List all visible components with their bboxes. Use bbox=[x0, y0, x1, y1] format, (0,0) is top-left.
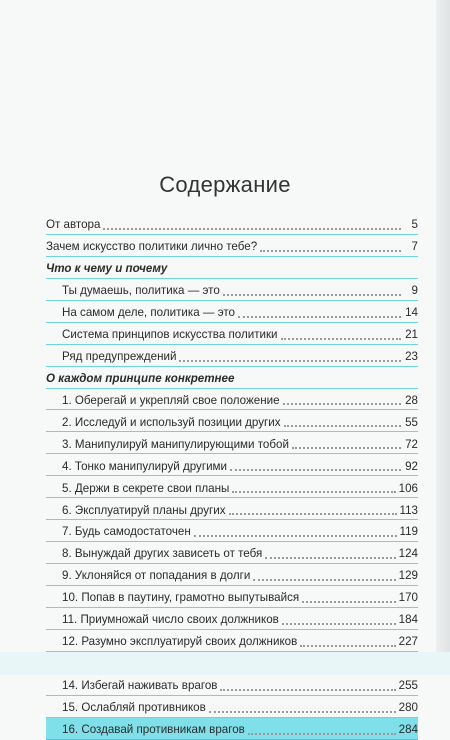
toc-entry-page: 124 bbox=[398, 547, 418, 561]
dot-leader bbox=[238, 306, 401, 318]
toc-entry-page: 7 bbox=[411, 240, 418, 254]
toc-entry-label: 12. Разумно эксплуатируй своих должников bbox=[62, 635, 298, 649]
toc-entry[interactable] bbox=[46, 454, 418, 476]
dot-leader bbox=[265, 547, 395, 559]
page-bottom-margin bbox=[0, 652, 450, 675]
dot-leader bbox=[282, 613, 396, 625]
dot-leader bbox=[220, 679, 395, 691]
dot-leader bbox=[209, 701, 396, 713]
toc-section-heading bbox=[46, 367, 418, 389]
dot-leader bbox=[284, 415, 401, 427]
toc-entry-page: 92 bbox=[405, 459, 418, 473]
dot-leader bbox=[283, 393, 401, 405]
toc-entry-label: 2. Исследуй и используй позиции других bbox=[62, 415, 281, 429]
toc-entry-label: 4. Тонко манипулируй другими bbox=[62, 459, 227, 473]
dot-leader bbox=[281, 328, 401, 340]
toc-entry[interactable] bbox=[46, 608, 418, 630]
toc-entry-label: 1. Оберегай и укрепляй свое положение bbox=[62, 393, 280, 407]
toc-entry[interactable] bbox=[46, 323, 418, 345]
dot-leader bbox=[223, 284, 401, 296]
toc-entry-page: 5 bbox=[411, 218, 418, 232]
toc-entry[interactable] bbox=[46, 213, 418, 235]
toc-entry-page: 106 bbox=[398, 481, 418, 495]
toc-entry-label: 7. Будь самодостаточен bbox=[62, 525, 191, 539]
toc-entry-page: 72 bbox=[405, 437, 418, 451]
page-title: Содержание bbox=[159, 172, 291, 197]
toc-entry-page: 280 bbox=[398, 700, 418, 714]
toc-entry-label: Ты думаешь, политика — это bbox=[62, 284, 220, 298]
toc-entry-page: 184 bbox=[398, 613, 418, 627]
toc-entry[interactable] bbox=[46, 301, 418, 323]
toc-entry[interactable] bbox=[46, 410, 418, 432]
toc-entry-page: 227 bbox=[398, 635, 418, 649]
toc-entry-label: На самом деле, политика — это bbox=[62, 306, 235, 320]
toc-entry-label: 8. Вынуждай других зависеть от тебя bbox=[62, 547, 263, 561]
toc-entry-label: Зачем искусство политики лично тебе? bbox=[46, 240, 258, 254]
toc-entry-label: 11. Приумножай число своих должников bbox=[62, 613, 279, 627]
toc-entry[interactable] bbox=[46, 520, 418, 542]
dot-leader bbox=[103, 218, 401, 230]
toc-entry-label: 5. Держи в секрете свои планы bbox=[62, 481, 230, 495]
dot-leader bbox=[292, 437, 401, 449]
dot-leader bbox=[229, 503, 397, 515]
dot-leader bbox=[232, 481, 395, 493]
toc-entry[interactable] bbox=[46, 279, 418, 301]
toc-entry-label: Система принципов искусства политики bbox=[62, 328, 278, 342]
toc-entry-page: 23 bbox=[405, 349, 418, 363]
toc-entry-highlighted[interactable] bbox=[46, 718, 418, 740]
dot-leader bbox=[230, 459, 401, 471]
toc-entry-label: Ряд предупреждений bbox=[62, 349, 177, 363]
toc-entry[interactable] bbox=[46, 630, 418, 652]
toc-entry[interactable] bbox=[46, 345, 418, 367]
dot-leader bbox=[179, 350, 401, 362]
toc-entry-page: 14 bbox=[405, 306, 418, 320]
toc-entry-label: 10. Попав в паутину, грамотно выпутывайся bbox=[62, 591, 300, 605]
toc-entry-page: 170 bbox=[398, 591, 418, 605]
toc-entry-label: 9. Уклоняйся от попадания в долги bbox=[62, 569, 251, 583]
toc-entry[interactable] bbox=[46, 542, 418, 564]
toc-section-heading bbox=[46, 257, 418, 279]
dot-leader bbox=[300, 635, 395, 647]
toc-entry-label: 15. Ослабляй противников bbox=[62, 700, 206, 714]
toc-entry-label: 6. Эксплуатируй планы других bbox=[62, 503, 226, 517]
toc-entry-label: 3. Манипулируй манипулирующими тобой bbox=[62, 437, 289, 451]
dot-leader bbox=[253, 569, 395, 581]
page-edge bbox=[436, 0, 450, 675]
toc-entry[interactable] bbox=[46, 432, 418, 454]
toc-entry-page: 28 bbox=[405, 393, 418, 407]
section-heading-label: Что к чему и почему bbox=[46, 262, 168, 276]
toc-entry-page: 284 bbox=[398, 722, 418, 736]
toc-entry-label: От автора bbox=[46, 218, 101, 232]
toc-entry-page: 113 bbox=[399, 503, 418, 517]
toc-entry-label: 14. Избегай наживать врагов bbox=[62, 679, 218, 693]
toc-entry[interactable] bbox=[46, 696, 418, 718]
toc-entry-page: 21 bbox=[405, 328, 418, 342]
dot-leader bbox=[302, 591, 395, 603]
toc-entry[interactable] bbox=[46, 586, 418, 608]
toc-entry[interactable] bbox=[46, 235, 418, 257]
toc-entry-page: 119 bbox=[399, 525, 418, 539]
dot-leader bbox=[194, 525, 397, 537]
toc-entry[interactable] bbox=[46, 564, 418, 586]
toc-entry[interactable] bbox=[46, 674, 418, 696]
toc-entry-page: 255 bbox=[398, 679, 418, 693]
dot-leader bbox=[248, 723, 396, 735]
toc-entry[interactable] bbox=[46, 476, 418, 498]
toc-entry-page: 55 bbox=[405, 415, 418, 429]
section-heading-label: О каждом принципе конкретнее bbox=[46, 371, 235, 385]
toc-entry-page: 129 bbox=[398, 569, 418, 583]
toc-entry[interactable] bbox=[46, 389, 418, 411]
toc-entry-label: 16. Создавай противникам врагов bbox=[62, 722, 245, 736]
toc-entry[interactable] bbox=[46, 498, 418, 520]
dot-leader bbox=[260, 240, 401, 252]
toc-entry-page: 9 bbox=[411, 284, 418, 298]
